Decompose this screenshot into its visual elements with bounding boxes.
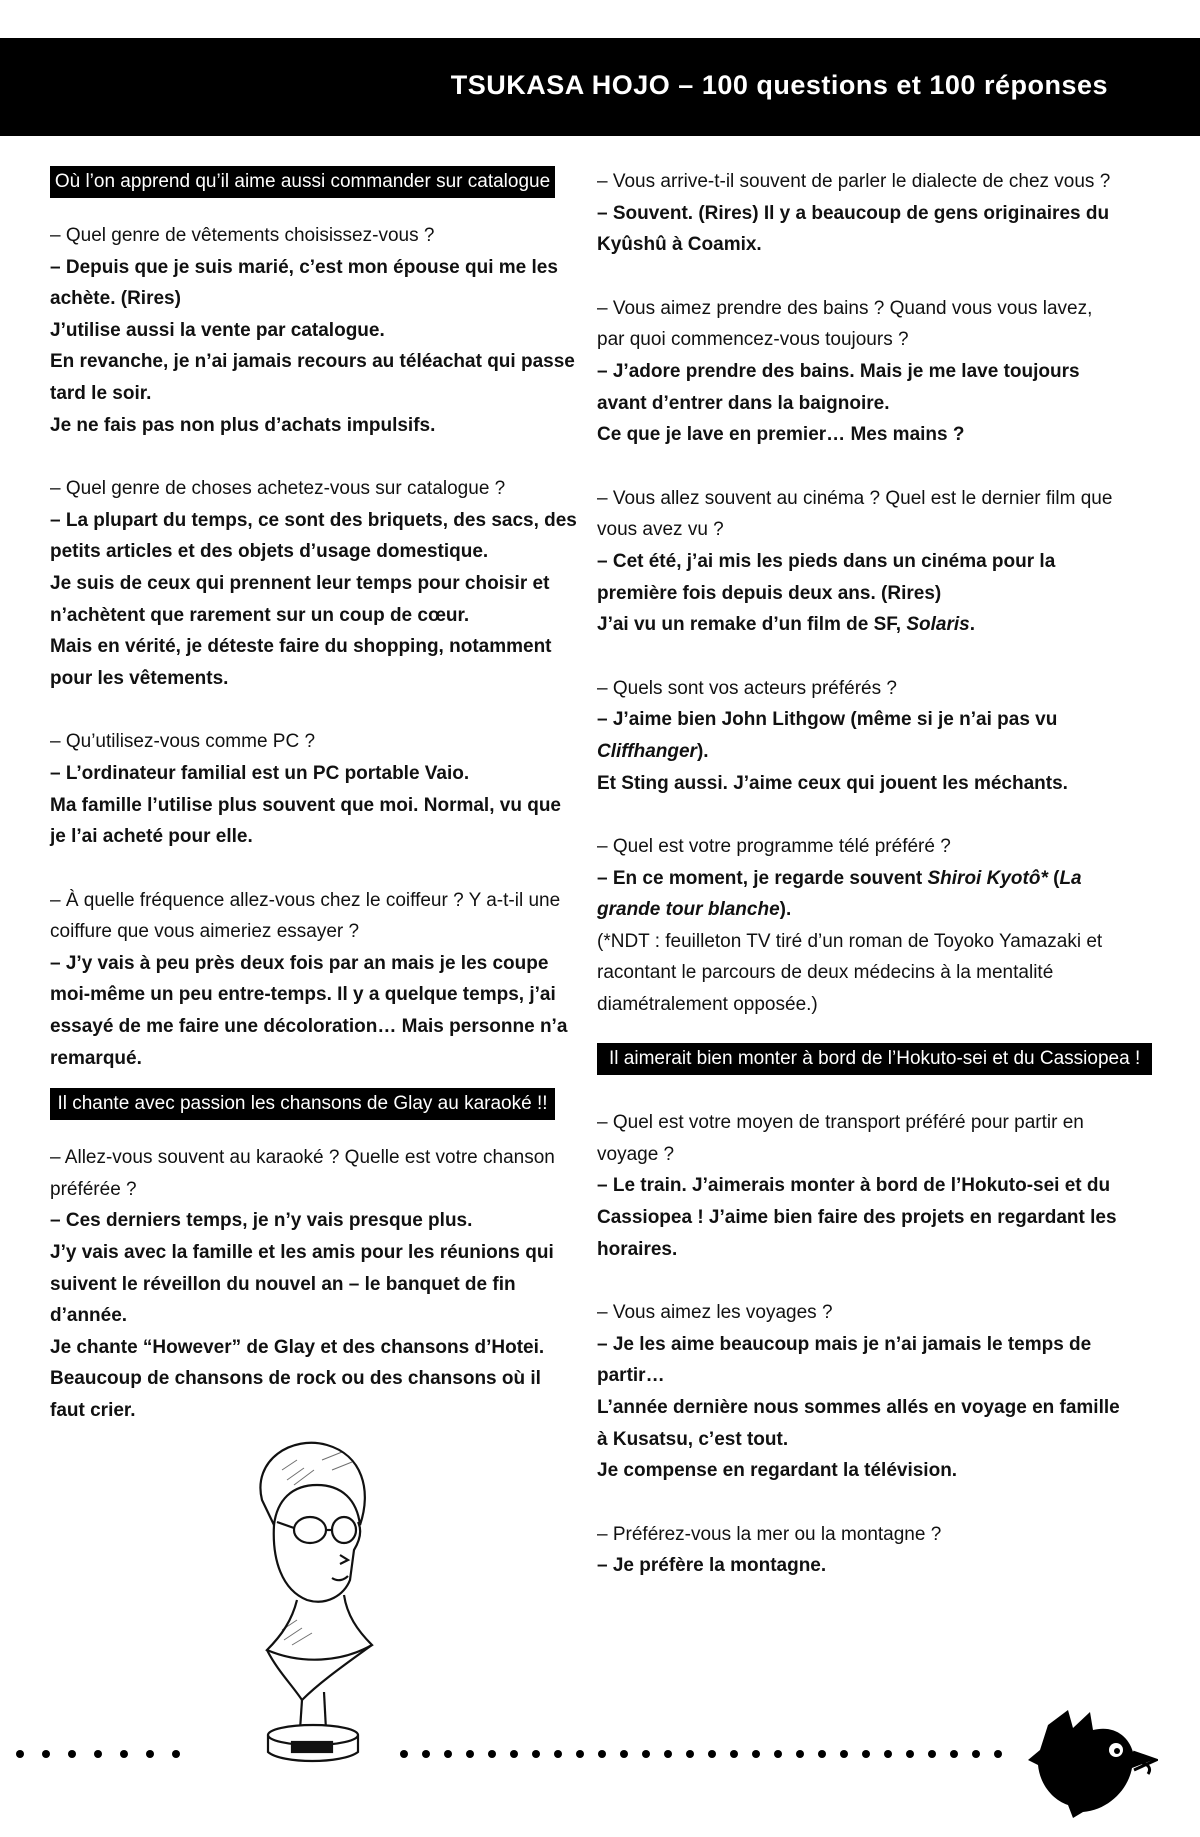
answer-line: – Ces derniers temps, je n’y vais presque plus. bbox=[50, 1210, 473, 1232]
question: – Quel est votre moyen de transport préféré pour partir en voyage ? bbox=[597, 1112, 1084, 1165]
section-heading: Il chante avec passion les chansons de Glay au karaoké !! bbox=[50, 1088, 555, 1120]
answer-line: L’année dernière nous sommes allés en voyage en famille à Kusatsu, c’est tout. bbox=[597, 1397, 1120, 1450]
qa-block bbox=[597, 1107, 1124, 1265]
qa-block bbox=[597, 1297, 1124, 1487]
qa-block bbox=[597, 831, 1124, 1021]
answer-line: – Cet été, j’ai mis les pieds dans un cinéma pour la première fois depuis deux ans. (Rires) bbox=[597, 550, 1056, 604]
answer-line: Je compense en regardant la télévision. bbox=[597, 1460, 958, 1482]
answer-text: J’ai vu un remake d’un film de SF, bbox=[597, 614, 907, 636]
qa-block bbox=[597, 293, 1124, 451]
answer-text: – J’aime bien John Lithgow (même si je n’ai pas vu bbox=[597, 709, 1058, 731]
qa-block bbox=[50, 885, 577, 1075]
film-title: Cliffhanger bbox=[597, 740, 697, 762]
answer-line: Je chante “However” de Glay et des chansons d’Hotei. bbox=[50, 1336, 545, 1358]
answer-text: ). bbox=[696, 740, 709, 762]
question: – Vous arrive-t-il souvent de parler le dialecte de chez vous ? bbox=[597, 171, 1111, 192]
question: – Qu’utilisez-vous comme PC ? bbox=[50, 731, 316, 753]
qa-block bbox=[597, 483, 1124, 641]
answer-text: . bbox=[969, 614, 976, 636]
question: – Allez-vous souvent au karaoké ? Quelle est votre chanson préférée ? bbox=[50, 1147, 555, 1200]
answer-line: Je suis de ceux qui prennent leur temps pour choisir et n’achètent que rarement sur un coup de cœur. bbox=[50, 572, 550, 626]
answer-line: Ma famille l’utilise plus souvent que moi. Normal, vu que je l’ai acheté pour elle. bbox=[50, 794, 561, 848]
section-heading: Il aimerait bien monter à bord de l’Hokuto-sei et du Cassiopea ! bbox=[597, 1043, 1152, 1075]
answer-line bbox=[597, 863, 1124, 926]
answer-line: Ce que je lave en premier… Mes mains ? bbox=[597, 424, 965, 446]
qa-block bbox=[597, 1519, 1124, 1582]
section-heading: Où l’on apprend qu’il aime aussi commander sur catalogue bbox=[50, 166, 555, 198]
qa-block bbox=[50, 220, 577, 441]
answer-line bbox=[597, 704, 1124, 767]
answer-line: – Le train. J’aimerais monter à bord de l’Hokuto-sei et du Cassiopea ! J’aime bien faire des projets en regardant les horaires. bbox=[597, 1175, 1117, 1260]
qa-block bbox=[50, 473, 577, 694]
translator-note: (*NDT : feuilleton TV tiré d’un roman de Toyoko Yamazaki et racontant le parcours de deux médecins à la mentalité diamétralement opposée.) bbox=[597, 930, 1103, 1016]
answer-line: J’utilise aussi la vente par catalogue. bbox=[50, 319, 385, 341]
question: – Vous allez souvent au cinéma ? Quel est le dernier film que vous avez vu ? bbox=[597, 487, 1113, 541]
qa-block bbox=[597, 673, 1124, 799]
answer-line: Et Sting aussi. J’aime ceux qui jouent les méchants. bbox=[597, 772, 1068, 794]
answer-line: Mais en vérité, je déteste faire du shopping, notamment pour les vêtements. bbox=[50, 636, 552, 689]
question: – Préférez-vous la mer ou la montagne ? bbox=[597, 1523, 942, 1545]
answer-text: ). bbox=[779, 899, 792, 921]
answer-line bbox=[597, 609, 1124, 641]
answer-line: – La plupart du temps, ce sont des briquets, des sacs, des petits articles et des objets d’usage domestique. bbox=[50, 509, 577, 563]
answer-line: – Je préfère la montagne. bbox=[597, 1555, 827, 1577]
answer-text: – En ce moment, je regarde souvent bbox=[597, 867, 928, 889]
answer-line: – L’ordinateur familial est un PC portable Vaio. bbox=[50, 762, 470, 784]
film-title: Solaris bbox=[906, 614, 970, 636]
answer-line: – Souvent. (Rires) Il y a beaucoup de gens originaires du Kyûshû à Coamix. bbox=[597, 202, 1110, 256]
qa-block bbox=[50, 726, 577, 852]
answer-line: – J’adore prendre des bains. Mais je me lave toujours avant d’entrer dans la baignoire. bbox=[597, 360, 1080, 414]
answer-line: – Je les aime beaucoup mais je n’ai jamais le temps de partir… bbox=[597, 1333, 1092, 1387]
left-column bbox=[50, 166, 577, 1459]
qa-block bbox=[50, 1142, 577, 1426]
answer-line: – Depuis que je suis marié, c’est mon épouse qui me les achète. (Rires) bbox=[50, 256, 558, 310]
bust-illustration bbox=[222, 1430, 382, 1775]
question: – Quel genre de vêtements choisissez-vous ? bbox=[50, 225, 435, 246]
question: – Vous aimez prendre des bains ? Quand vous vous lavez, par quoi commencez-vous toujours ? bbox=[597, 297, 1093, 351]
answer-text: ( bbox=[1047, 867, 1060, 889]
answer-line: Je ne fais pas non plus d’achats impulsifs. bbox=[50, 414, 436, 436]
answer-line: J’y vais avec la famille et les amis pour les réunions qui suivent le réveillon du nouvel an – le banquet de fin d’année. bbox=[50, 1242, 554, 1327]
answer-line: En revanche, je n’ai jamais recours au téléachat qui passe tard le soir. bbox=[50, 351, 575, 404]
question: – À quelle fréquence allez-vous chez le coiffeur ? Y a-t-il une coiffure que vous aimeriez essayer ? bbox=[50, 889, 561, 943]
answer-line: Beaucoup de chansons de rock ou des chansons où il faut crier. bbox=[50, 1368, 541, 1421]
question: – Quels sont vos acteurs préférés ? bbox=[597, 677, 897, 699]
page-title: TSUKASA HOJO – 100 questions et 100 réponses bbox=[450, 70, 1108, 100]
show-title: La grande tour blanche bbox=[597, 867, 1082, 921]
answer-line: – J’y vais à peu près deux fois par an mais je les coupe moi-même un peu entre-temps. Il y a quelque temps, j’ai essayé de me faire une décoloration… Mais personne n’a remarqué. bbox=[50, 952, 568, 1069]
question: – Vous aimez les voyages ? bbox=[597, 1302, 833, 1324]
crow-mascot-icon bbox=[1028, 1700, 1158, 1820]
question: – Quel genre de choses achetez-vous sur catalogue ? bbox=[50, 478, 506, 500]
show-title: Shiroi Kyotô* bbox=[927, 867, 1048, 889]
question: – Quel est votre programme télé préféré ? bbox=[597, 836, 951, 858]
dotted-rule-left bbox=[16, 1750, 196, 1762]
dotted-rule-right bbox=[400, 1750, 1025, 1762]
qa-block bbox=[597, 166, 1124, 261]
right-column bbox=[597, 166, 1141, 1614]
